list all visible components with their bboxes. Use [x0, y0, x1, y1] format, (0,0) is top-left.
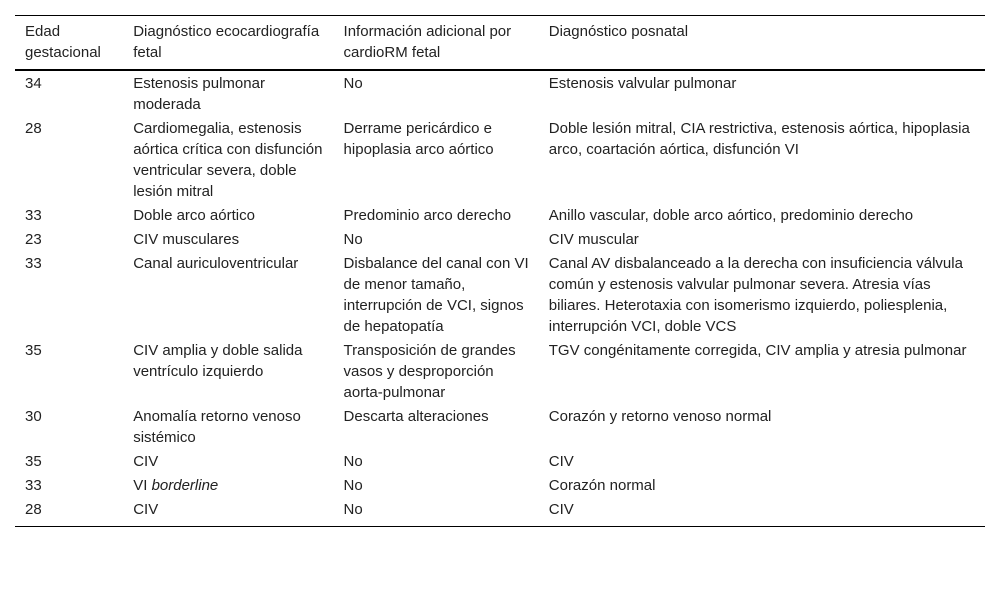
diagnosis-table — [15, 15, 985, 527]
table-row — [15, 498, 985, 527]
header-diagnostico-eco: Diagnóstico ecocardiografía fetal — [133, 23, 320, 61]
header-edad-gestacional: Edad gestacional — [25, 23, 101, 61]
cell-eco: Doble arco aórtico — [133, 207, 255, 224]
table-row — [15, 252, 985, 339]
cell-posnatal: CIV — [548, 453, 574, 470]
cell-edad: 28 — [25, 501, 42, 518]
cell-eco: Anomalía retorno venoso sistémico — [133, 408, 301, 446]
cell-edad: 35 — [25, 453, 42, 470]
cell-cardiorm: Derrame pericárdico e hipoplasia arco aórtico — [343, 120, 494, 158]
table-row — [15, 450, 985, 474]
cell-eco: CIV musculares — [133, 231, 240, 248]
cell-posnatal: Anillo vascular, doble arco aórtico, predominio derecho — [548, 207, 914, 224]
cell-cardiorm: Descarta alteraciones — [343, 408, 489, 425]
cell-posnatal: Estenosis valvular pulmonar — [548, 75, 737, 92]
cell-eco: CIV amplia y doble salida ventrículo izquierdo — [133, 342, 303, 380]
table-row — [15, 339, 985, 405]
cell-cardiorm: No — [343, 75, 363, 92]
cell-edad: 35 — [25, 342, 42, 359]
cell-posnatal: Corazón y retorno venoso normal — [548, 408, 772, 425]
cell-eco-text: VI — [133, 477, 152, 494]
cell-cardiorm: No — [343, 453, 363, 470]
cell-cardiorm: Predominio arco derecho — [343, 207, 512, 224]
cell-eco: Estenosis pulmonar moderada — [133, 75, 265, 113]
cell-eco: Cardiomegalia, estenosis aórtica crítica con disfunción ventricular severa, doble lesión mitral — [133, 120, 323, 200]
cell-edad: 28 — [25, 120, 42, 137]
cell-eco: CIV — [133, 453, 159, 470]
cell-cardiorm: Transposición de grandes vasos y desproporción aorta-pulmonar — [343, 342, 516, 401]
cell-cardiorm: No — [343, 477, 363, 494]
table-row — [15, 70, 985, 117]
header-info-cardiorm: Información adicional por cardioRM fetal — [343, 23, 512, 61]
cell-edad: 34 — [25, 75, 42, 92]
cell-posnatal: CIV — [548, 501, 574, 518]
table-row — [15, 228, 985, 252]
table-row — [15, 204, 985, 228]
header-diagnostico-posnatal: Diagnóstico posnatal — [548, 23, 689, 40]
cell-edad: 30 — [25, 408, 42, 425]
table-row — [15, 474, 985, 498]
cell-edad: 33 — [25, 207, 42, 224]
cell-cardiorm: No — [343, 501, 363, 518]
cell-posnatal: Canal AV disbalanceado a la derecha con insuficiencia válvula común y estenosis valvular pulmonar severa. Atresia vías biliares. Heterotaxia con isomerismo izquierdo, poliesplenia, interrupción VCI, doble VCS — [548, 255, 963, 335]
cell-eco-italic: borderline — [151, 477, 219, 494]
cell-cardiorm: No — [343, 231, 363, 248]
cell-posnatal: Doble lesión mitral, CIA restrictiva, estenosis aórtica, hipoplasia arco, coartación aórtica, disfunción VI — [548, 120, 970, 158]
cell-cardiorm: Disbalance del canal con VI de menor tamaño, interrupción de VCI, signos de hepatopatía — [343, 255, 529, 335]
cell-posnatal: Corazón normal — [548, 477, 656, 494]
cell-edad: 33 — [25, 477, 42, 494]
cell-eco: Canal auriculoventricular — [133, 255, 299, 272]
table-row — [15, 405, 985, 450]
cell-posnatal: CIV muscular — [548, 231, 639, 248]
cell-edad: 23 — [25, 231, 42, 248]
table-row — [15, 117, 985, 204]
cell-eco: CIV — [133, 501, 159, 518]
cell-edad: 33 — [25, 255, 42, 272]
cell-posnatal: TGV congénitamente corregida, CIV amplia y atresia pulmonar — [548, 342, 967, 359]
table-header-row — [15, 16, 985, 71]
cell-eco — [123, 474, 333, 498]
